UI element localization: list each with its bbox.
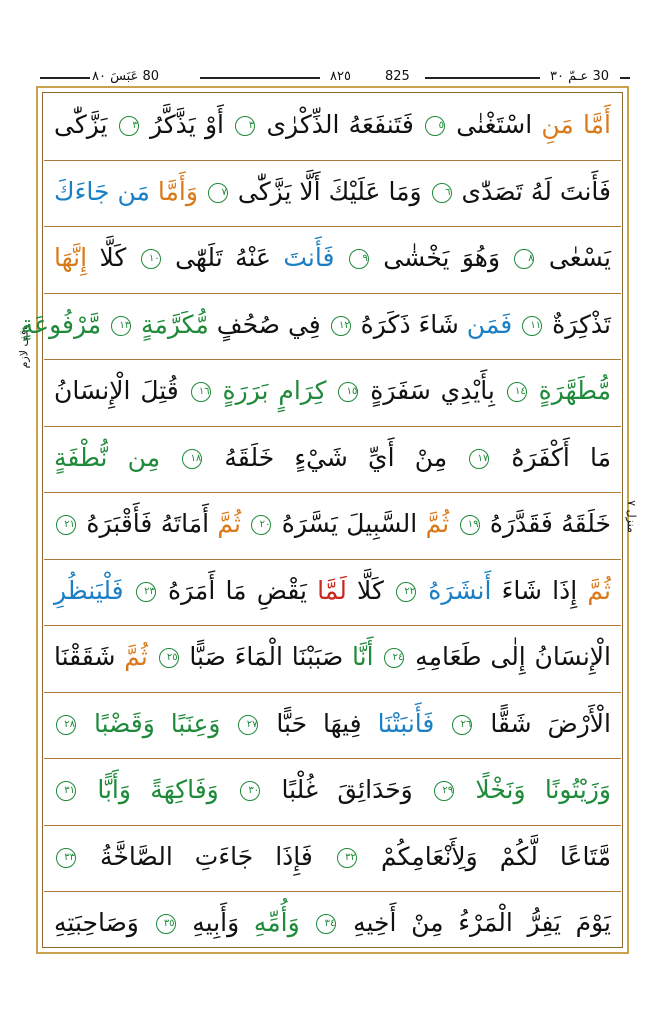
ayah-marker: ١٧ — [469, 449, 489, 469]
verse-line — [44, 826, 621, 893]
ayah-marker: ٥ — [425, 116, 445, 136]
verse-text: كِرَامٍ — [268, 376, 337, 405]
page-number-arabic: ٨٢٥ — [330, 69, 351, 84]
verse-text: وَأَبِيهِ — [177, 908, 240, 937]
ayah-marker: ٣٤ — [316, 914, 336, 934]
verse-text: وَهُوَ يَخْشٰى — [370, 243, 513, 272]
verse-text: وَزَيْتُونًا وَنَخْلًا — [456, 775, 611, 804]
verse-line — [44, 161, 621, 228]
page-number: 825 — [385, 69, 410, 84]
verse-text: ثُمَّ — [417, 509, 458, 538]
verse-text: ثُمَّ — [209, 509, 250, 538]
verse-text: أَنشَرَهُ — [418, 575, 492, 605]
page-header — [40, 67, 630, 87]
verse-text: وَفَاكِهَةً وَأَبًّا — [78, 775, 239, 804]
verse-line — [44, 626, 621, 693]
verse-text: عَنْهُ تَلَهّٰى — [162, 243, 271, 272]
verse-line — [44, 759, 621, 826]
verse-text: مَن جَاءَكَ — [54, 176, 150, 206]
ayah-marker: ١٤ — [507, 382, 527, 402]
verse-line — [44, 227, 621, 294]
verse-text: فَأَنتَ لَهُ تَصَدّٰى — [453, 176, 611, 206]
ayah-marker: ٣٣ — [56, 848, 76, 868]
ayah-marker: ١٠ — [141, 249, 161, 269]
ayah-marker: ٢٩ — [434, 781, 454, 801]
verse-text: فِيهَا حَبًّا — [260, 708, 362, 738]
surah-label: 80 عَبَسَ ٨٠ — [92, 69, 160, 84]
ayah-marker: ٧ — [208, 183, 228, 203]
verse-text: مِنْ أَيِّ شَيْءٍ خَلَقَهُ — [204, 442, 468, 472]
verse-text: مَّتَاعًا لَّكُمْ وَلِأَنْعَامِكُمْ — [358, 841, 611, 871]
verse-text: ثُمَّ — [115, 642, 157, 671]
verse-text: قُتِلَ الْإِنسَانُ — [54, 376, 189, 405]
verse-text: فَأَنبَتْنَا — [361, 708, 451, 738]
verse-text: كَلَّا — [346, 575, 395, 605]
ayah-marker: ١١ — [522, 316, 542, 336]
verse-text: أَمَاتَهُ فَأَقْبَرَهُ — [78, 509, 210, 538]
verse-line — [44, 427, 621, 494]
verse-line — [44, 892, 621, 959]
verse-text: مِن — [107, 442, 181, 472]
verse-text: صَبَبْنَا الْمَاءَ صَبًّا — [180, 642, 344, 671]
verse-text: الْإِنسَانُ إِلٰى طَعَامِهِ — [406, 642, 611, 671]
ayah-marker: ٢٣ — [136, 582, 156, 602]
verse-text: أَوْ يَذَّكَّرُ — [140, 110, 234, 139]
verse-text: شَاءَ ذَكَرَهُ — [352, 309, 459, 339]
verse-text: لَمَّا — [306, 575, 347, 605]
ayah-marker: ٢٠ — [251, 515, 271, 535]
verse-text: بِأَيْدِي سَفَرَةٍ — [360, 376, 505, 405]
verse-text: أَنَّا — [343, 642, 383, 671]
ayah-marker: ١٣ — [111, 316, 131, 336]
verse-text: فَتَنفَعَهُ الذِّكْرٰى — [257, 110, 424, 139]
verse-text: بَرَرَةٍ — [212, 376, 269, 405]
verse-text: مَّرْفُوعَةٍ — [20, 309, 110, 339]
ayah-marker: ٢٨ — [56, 715, 76, 735]
verse-text: إِذَا شَاءَ — [491, 575, 578, 605]
ayah-marker: ٢١ — [56, 515, 76, 535]
verse-text: وَصَاحِبَتِهِ — [54, 908, 154, 937]
ayah-marker: ٩ — [349, 249, 369, 269]
verse-text: وَمَا عَلَيْكَ أَلَّا يَزَّكّٰى — [229, 176, 430, 206]
verse-text: مُّطَهَّرَةٍ — [528, 376, 611, 405]
verse-text: وَعِنَبًا وَقَضْبًا — [78, 708, 237, 738]
header-rule — [40, 77, 90, 79]
verse-text: أَمَّا مَنِ — [532, 110, 611, 139]
ayah-marker: ١٢ — [331, 316, 351, 336]
side-note-manzil: منزل ٧ — [624, 500, 638, 533]
verse-text: فَلْيَنظُرِ — [54, 575, 134, 605]
ayah-marker: ٢٦ — [452, 715, 472, 735]
juz-label: 30 عـمّ ٣٠ — [550, 69, 609, 84]
verse-text: فَأَنتَ — [270, 243, 347, 272]
verse-text: وَأَمَّا — [149, 176, 206, 206]
verse-text: نُّطْفَةٍ — [54, 442, 108, 472]
header-rule — [200, 77, 320, 79]
ayah-marker: ٢٧ — [238, 715, 258, 735]
ayah-marker: ١٨ — [182, 449, 202, 469]
ayah-marker: ٨ — [514, 249, 534, 269]
verse-line — [44, 693, 621, 760]
ayah-marker: ٣٠ — [240, 781, 260, 801]
verse-text: مَا أَكْفَرَهُ — [491, 442, 611, 472]
verse-text: شَقَقْنَا — [54, 642, 116, 671]
verse-text: ثُمَّ — [577, 575, 611, 605]
verse-text: تَذْكِرَةٌ — [544, 309, 611, 339]
ayah-marker: ١٩ — [460, 515, 480, 535]
ayah-marker: ٢٤ — [384, 648, 404, 668]
verse-text: مُّكَرَّمَةٍ — [133, 309, 209, 339]
verse-text: فَإِذَا جَاءَتِ الصَّاخَّةُ — [78, 841, 335, 871]
verse-line — [44, 360, 621, 427]
verse-text: يَسْعٰى — [536, 243, 612, 272]
verse-text: السَّبِيلَ يَسَّرَهُ — [273, 509, 418, 538]
ayah-marker: ٢٥ — [159, 648, 179, 668]
ayah-marker: ٣١ — [56, 781, 76, 801]
verse-line — [44, 94, 621, 161]
verse-line — [44, 560, 621, 627]
side-note-waqf: وقف لازم — [17, 324, 31, 369]
ayah-marker: ١٥ — [338, 382, 358, 402]
ayah-marker: ٢٢ — [396, 582, 416, 602]
verse-text: الْأَرْضَ شَقًّا — [474, 708, 611, 738]
verse-text: وَأُمِّهِ — [239, 908, 315, 937]
verse-text: يَقْضِ مَا أَمَرَهُ — [157, 575, 307, 605]
verse-text: اسْتَغْنٰى — [447, 110, 533, 139]
ayah-marker: ٣٢ — [337, 848, 357, 868]
ayah-marker: ١٦ — [191, 382, 211, 402]
ayah-marker: ٣ — [119, 116, 139, 136]
ayah-marker: ٦ — [432, 183, 452, 203]
header-rule — [425, 77, 540, 79]
verse-text: فِي صُحُفٍ — [208, 309, 329, 339]
header-rule — [620, 77, 630, 79]
verse-text: فَمَن — [458, 309, 521, 339]
verse-text: إِنَّهَا — [54, 243, 88, 272]
verse-text: وَحَدَائِقَ غُلْبًا — [262, 775, 433, 804]
verse-line — [44, 493, 621, 560]
verse-text: يَزَّكّٰى — [54, 110, 117, 139]
verse-text: كَلَّا — [87, 243, 139, 272]
ayah-marker: ٣ — [235, 116, 255, 136]
verse-text: خَلَقَهُ فَقَدَّرَهُ — [481, 509, 611, 538]
verse-text: يَوْمَ يَفِرُّ الْمَرْءُ مِنْ أَخِيهِ — [338, 908, 611, 937]
ayah-marker: ٣٥ — [156, 914, 176, 934]
